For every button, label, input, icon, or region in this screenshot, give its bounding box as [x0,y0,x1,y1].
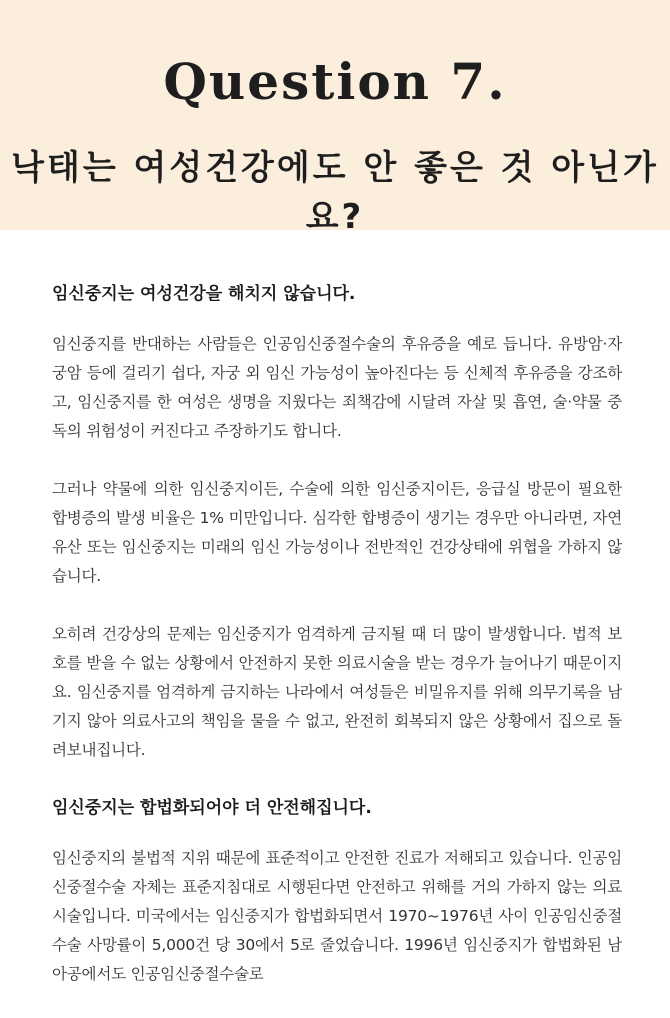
question-title: Question 7. [163,52,507,111]
article-body [52,280,622,1018]
section-heading: 임신중지는 합법화되어야 더 안전해집니다. [52,798,372,818]
header-banner [0,0,670,237]
paragraph: 그러나 약물에 의한 임신중지이든, 수술에 의한 임신중지이든, 응급실 방문이 필요한 합병증의 발생 비율은 1% 미만입니다. 심각한 합병증이 생기는 경우만 아니라면, 자연유산 또는 임신중지는 미래의 임신 가능성이나 전반적인 건강상태에 위협을 가하지 않습니다. [52,480,622,585]
paragraph: 임신중지를 반대하는 사람들은 인공임신중절수술의 후유증을 예로 듭니다. 유방암·자궁암 등에 걸리기 쉽다, 자궁 외 임신 가능성이 높아진다는 등 신체적 후유증을 강조하고, 임신중지를 한 여성은 생명을 지웠다는 죄책감에 시달려 자살 및 흡연, 술·약물 중독의 위험성이 커진다고 주장하기도 합니다. [52,335,622,440]
paragraph: 임신중지의 불법적 지위 때문에 표준적이고 안전한 진료가 저해되고 있습니다. 인공임신중절수술 자체는 표준지침대로 시행된다면 안전하고 위해를 거의 가하지 않는 의료시술입니다. 미국에서는 임신중지가 합법화되면서 1970~1976년 사이 인공임신중절수술 사망률이 5,000건 당 30에서 5로 줄었습니다. 1996년 임신중지가 합법화된 남아공에서도 인공임신중절수술로 [52,849,622,983]
question-subtitle: 낙태는 여성건강에도 안 좋은 것 아닌가요? [11,148,659,237]
paragraph: 오히려 건강상의 문제는 임신중지가 엄격하게 금지될 때 더 많이 발생합니다. 법적 보호를 받을 수 없는 상황에서 안전하지 못한 의료시술을 받는 경우가 늘어나기 때문이지요. 임신중지를 엄격하게 금지하는 나라에서 여성들은 비밀유지를 위해 의무기록을 남기지 않아 의료사고의 책임을 물을 수 없고, 완전히 회복되지 않은 상황에서 집으로 돌려보내집니다. [52,625,622,759]
section-heading: 임신중지는 여성건강을 해치지 않습니다. [52,284,356,304]
